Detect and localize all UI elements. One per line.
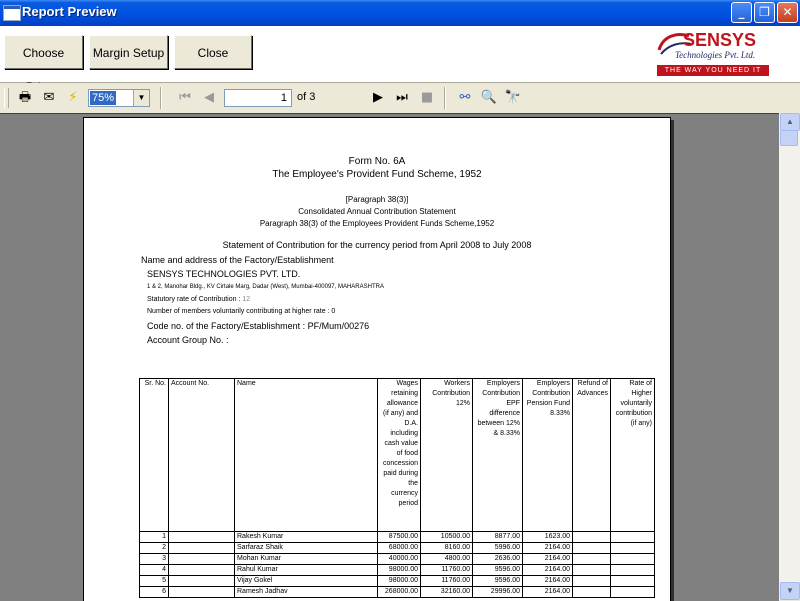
cell-account-no xyxy=(169,554,235,565)
cell-employers-epf: 5996.00 xyxy=(473,543,523,554)
logo-tagline: THE WAY YOU NEED IT xyxy=(657,65,769,76)
cell-higher-rate xyxy=(611,532,655,543)
col-employers-epf: Employers Contribution EPF difference between 12% & 8.33% xyxy=(473,379,523,532)
cell-wages: 68000.00 xyxy=(378,543,421,554)
zoom-value: 75% xyxy=(92,92,115,104)
account-group: Account Group No. : xyxy=(147,335,229,345)
cell-employers-epf: 29996.00 xyxy=(473,587,523,598)
statutory-label: Statutory rate of Contribution : xyxy=(147,296,243,303)
window-title: Report Preview xyxy=(22,4,117,19)
toolbar-separator xyxy=(160,87,162,109)
cell-employers-epf: 2636.00 xyxy=(473,554,523,565)
export-icon[interactable]: ✉ xyxy=(43,90,55,105)
cell-higher-rate xyxy=(611,576,655,587)
col-name: Name xyxy=(235,379,378,532)
toolbar-separator xyxy=(444,87,446,109)
lightning-icon[interactable]: ⚡ xyxy=(68,90,78,105)
cell-sr-no: 1 xyxy=(140,532,169,543)
company-name: SENSYS TECHNOLOGIES PVT. LTD. xyxy=(147,269,301,279)
cell-employers-epf: 8877.00 xyxy=(473,532,523,543)
statement-line: Statement of Contribution for the currency period from April 2008 to July 2008 xyxy=(222,240,532,250)
cell-sr-no: 2 xyxy=(140,543,169,554)
col-refund: Refund of Advances xyxy=(573,379,611,532)
contribution-table xyxy=(139,378,655,598)
chevron-down-icon[interactable]: ▼ xyxy=(133,90,149,106)
group-tree-icon[interactable]: ⚯ xyxy=(459,90,471,105)
col-sr-no: Sr. No. xyxy=(140,379,169,532)
cell-name: Rakesh Kumar xyxy=(235,532,378,543)
last-page-icon[interactable]: ⏭ xyxy=(396,90,408,105)
voluntary-members: Number of members voluntarily contributing at higher rate : 0 xyxy=(147,308,336,315)
cell-sr-no: 4 xyxy=(140,565,169,576)
table-row xyxy=(140,576,655,587)
close-window-button[interactable] xyxy=(777,2,798,23)
cell-employers-pension: 2164.00 xyxy=(523,576,573,587)
table-row xyxy=(140,554,655,565)
col-higher-rate: Rate of Higher voluntarily contribution (if any) xyxy=(611,379,655,532)
cell-higher-rate xyxy=(611,565,655,576)
next-page-icon[interactable]: ▶ xyxy=(373,90,383,105)
cell-wages: 87500.00 xyxy=(378,532,421,543)
cell-refund xyxy=(573,554,611,565)
cell-refund xyxy=(573,532,611,543)
cell-name: Sarfaraz Shaik xyxy=(235,543,378,554)
preview-toolbar xyxy=(0,83,800,114)
stop-icon[interactable]: ■ xyxy=(420,90,434,105)
prev-page-icon[interactable]: ◀ xyxy=(204,90,214,105)
report-page xyxy=(83,117,671,601)
cell-higher-rate xyxy=(611,554,655,565)
cell-employers-epf: 9596.00 xyxy=(473,565,523,576)
cell-higher-rate xyxy=(611,543,655,554)
cell-name: Mohan Kumar xyxy=(235,554,378,565)
cell-name: Ramesh Jadhav xyxy=(235,587,378,598)
cell-refund xyxy=(573,543,611,554)
choose-printer-button[interactable]: Choose xyxy=(4,35,83,69)
cell-name: Vijay Gokel xyxy=(235,576,378,587)
col-employers-pension: Employers Contribution Pension Fund 8.33% xyxy=(523,379,573,532)
col-wages: Wages retaining allowance (if any) and D.A. including cash value of food concession paid during the currency period xyxy=(378,379,421,532)
cell-account-no xyxy=(169,587,235,598)
cell-name: Rahul Kumar xyxy=(235,565,378,576)
cell-refund xyxy=(573,576,611,587)
cell-account-no xyxy=(169,543,235,554)
vertical-scrollbar[interactable] xyxy=(779,113,800,600)
page-count-label: of 3 xyxy=(297,91,316,103)
table-row xyxy=(140,565,655,576)
cell-employers-pension: 2164.00 xyxy=(523,554,573,565)
cell-employers-pension: 2164.00 xyxy=(523,543,573,554)
cell-sr-no: 3 xyxy=(140,554,169,565)
cell-higher-rate xyxy=(611,587,655,598)
close-icon: ✕ xyxy=(782,5,793,19)
sensys-logo xyxy=(655,30,770,80)
logo-brand: SENSYS xyxy=(683,30,757,50)
cell-refund xyxy=(573,565,611,576)
toolbar-grip[interactable] xyxy=(4,88,9,108)
cell-account-no xyxy=(169,576,235,587)
cell-sr-no: 6 xyxy=(140,587,169,598)
consolidated-title: Consolidated Annual Contribution Statement xyxy=(298,207,456,216)
cell-workers: 4800.00 xyxy=(421,554,473,565)
statutory-value: 12 xyxy=(242,296,251,303)
establishment-code: Code no. of the Factory/Establishment : PF/Mum/00276 xyxy=(147,321,370,331)
cell-refund xyxy=(573,587,611,598)
title-bar xyxy=(0,0,800,26)
paragraph-ref: [Paragraph 38(3)] xyxy=(345,195,409,204)
cell-workers: 10500.00 xyxy=(421,532,473,543)
margin-setup-button[interactable]: Margin Setup xyxy=(89,35,168,69)
cell-workers: 32160.00 xyxy=(421,587,473,598)
cell-employers-epf: 9596.00 xyxy=(473,576,523,587)
cell-employers-pension: 2164.00 xyxy=(523,565,573,576)
zoom-icon[interactable]: 🔍 xyxy=(480,90,498,105)
logo-subtitle: Technologies Pvt. Ltd. xyxy=(675,50,756,60)
zoom-select[interactable] xyxy=(88,89,150,107)
cell-workers: 11760.00 xyxy=(421,565,473,576)
page-number-input[interactable]: 1 xyxy=(224,89,292,107)
cell-wages: 98000.00 xyxy=(378,565,421,576)
cell-sr-no: 5 xyxy=(140,576,169,587)
statutory-rate xyxy=(147,296,250,303)
form-number: Form No. 6A xyxy=(348,156,406,167)
cell-employers-pension: 1623.00 xyxy=(523,532,573,543)
scroll-down-icon[interactable]: ▼ xyxy=(780,582,800,600)
cell-employers-pension: 2164.00 xyxy=(523,587,573,598)
first-page-icon[interactable]: ⏮ xyxy=(179,90,191,105)
company-address: 1 & 2, Manohar Bldg., KV Cirtale Marg, Dadar (West), Mumbai-400097, MAHARASHTRA xyxy=(147,284,384,290)
cell-workers: 11760.00 xyxy=(421,576,473,587)
col-account-no: Account No. xyxy=(169,379,235,532)
cell-account-no xyxy=(169,565,235,576)
close-button[interactable]: Close xyxy=(174,35,252,69)
minimize-button[interactable] xyxy=(731,2,752,23)
table-row xyxy=(140,587,655,598)
table-header-row xyxy=(140,379,655,532)
table-row xyxy=(140,532,655,543)
restore-icon: ❐ xyxy=(759,5,770,19)
scroll-up-icon[interactable]: ▲ xyxy=(780,113,800,131)
report-preview-area[interactable] xyxy=(0,113,779,601)
cell-workers: 8160.00 xyxy=(421,543,473,554)
col-workers: Workers Contribution 12% xyxy=(421,379,473,532)
maximize-button[interactable] xyxy=(754,2,775,23)
table-row xyxy=(140,543,655,554)
scroll-thumb[interactable] xyxy=(780,130,798,146)
cell-wages: 98000.00 xyxy=(378,576,421,587)
cell-wages: 40000.00 xyxy=(378,554,421,565)
window-icon xyxy=(3,5,21,21)
cell-wages: 268000.00 xyxy=(378,587,421,598)
minimize-icon: _ xyxy=(738,5,745,19)
paragraph-line: Paragraph 38(3) of the Employees Provident Funds Scheme,1952 xyxy=(259,219,495,228)
print-icon[interactable]: 🖶 xyxy=(18,90,32,105)
name-address-label: Name and address of the Factory/Establishment xyxy=(141,255,334,265)
cell-account-no xyxy=(169,532,235,543)
search-icon[interactable]: 🔭 xyxy=(504,90,522,105)
scheme-title: The Employee's Provident Fund Scheme, 1952 xyxy=(272,169,482,180)
